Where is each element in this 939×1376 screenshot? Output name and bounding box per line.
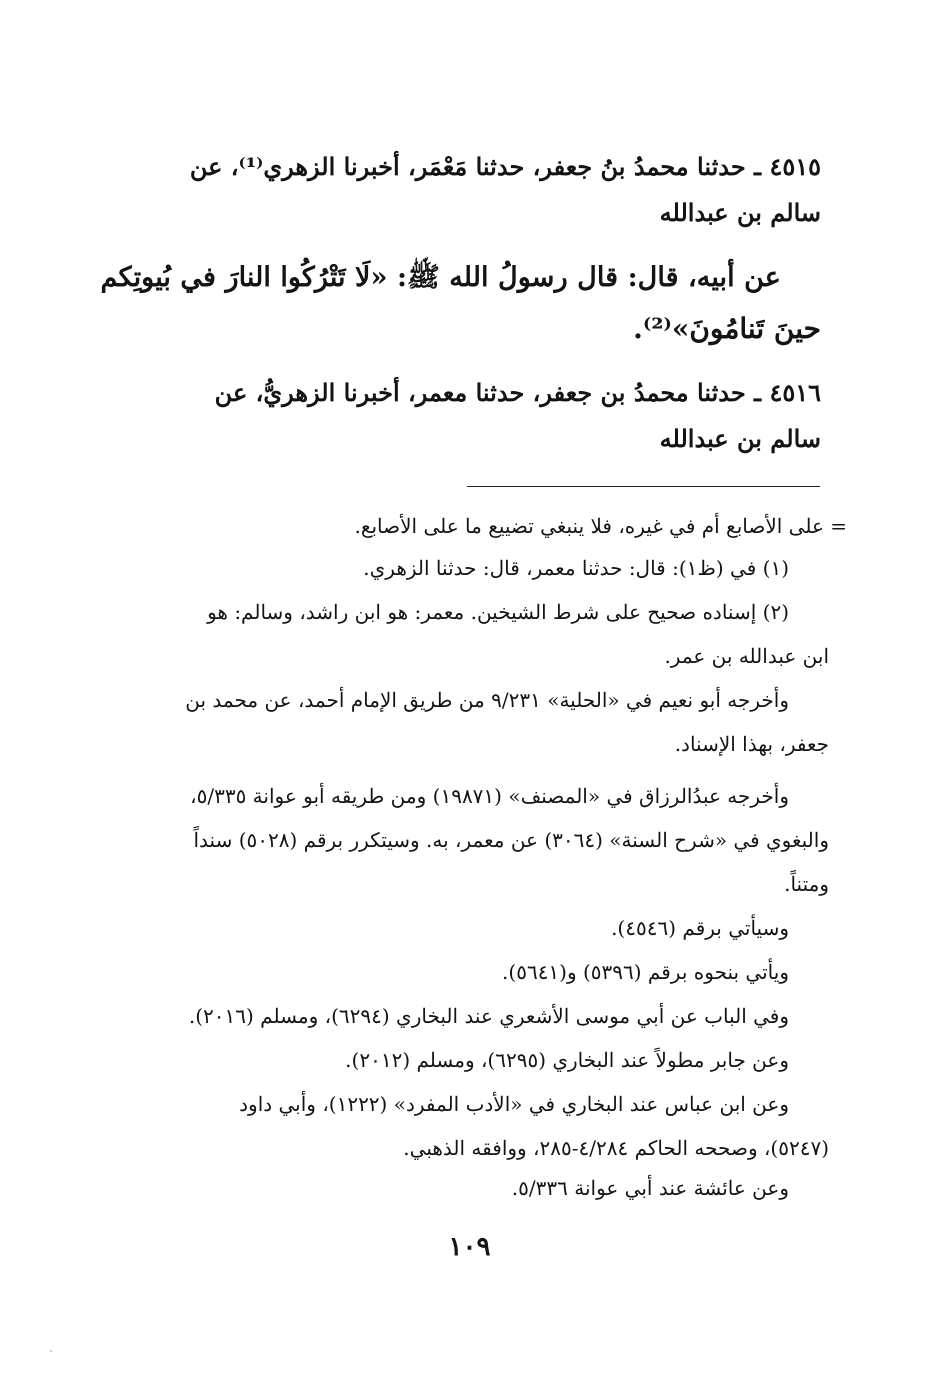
footnote-2-line: وأخرجه أبو نعيم في «الحلية» ٩/٢٣١ من طريق الإمام أحمد، عن محمد بن	[185, 688, 789, 712]
matn-4515-line-1: عن أبيه، قال: قال رسولُ الله ﷺ: «لَا تَتْرُكُوا النارَ في بُيوتِكم	[100, 261, 781, 293]
matn-4515	[100, 260, 821, 360]
hadith-4515	[116, 152, 821, 242]
hadith-4516	[116, 378, 821, 468]
footnote-2-line: وفي الباب عن أبي موسى الأشعري عند البخاري (٦٢٩٤)، ومسلم (٢٠١٦).	[188, 1004, 789, 1028]
footnote-2-line: وعن ابن عباس عند البخاري في «الأدب المفرد» (١٢٢٢)، وأبي داود	[239, 1092, 789, 1116]
footnote-2-line: وعن عائشة عند أبي عوانة ٥/٣٣٦.	[511, 1176, 789, 1200]
matn-4515-line-2: حينَ تَنامُونَ»⁽²⁾.	[633, 312, 821, 345]
footnote-1: (١) في (ظ١): قال: حدثنا معمر، قال: حدثنا الزهري.	[363, 556, 789, 580]
scan-speck	[50, 1350, 52, 1352]
footnote-continued: = على الأصابع أم في غيره، فلا ينبغي تضييع ما على الأصابع.	[354, 514, 847, 538]
footnote-2-line: وأخرجه عبدُالرزاق في «المصنف» (١٩٨٧١) ومن طريقه أبو عوانة ٥/٣٣٥،	[190, 784, 789, 808]
page-number: ١٠٩	[448, 1232, 491, 1262]
footnote-2-line: والبغوي في «شرح السنة» (٣٠٦٤) عن معمر، به. وسيتكرر برقم (٥٠٢٨) سنداً	[193, 828, 829, 852]
footnote-2-line: جعفر، بهذا الإسناد.	[674, 732, 829, 756]
footnote-2-line: (٥٢٤٧)، وصححه الحاكم ٤/٢٨٤-٢٨٥، ووافقه الذهبي.	[403, 1136, 829, 1160]
footnote-2-line: ابن عبدالله بن عمر.	[664, 644, 829, 668]
hadith-4515-line-1: ٤٥١٥ ـ حدثنا محمدُ بنُ جعفر، حدثنا مَعْمَر، أخبرنا الزهري⁽¹⁾، عن	[189, 152, 821, 181]
footnote-2-line: وعن جابر مطولاً عند البخاري (٦٢٩٥)، ومسلم (٢٠١٢).	[345, 1048, 789, 1072]
footnote-2-line: ومتناً.	[784, 872, 829, 896]
hadith-4516-line-2: سالم بن عبدالله	[659, 424, 821, 453]
footnote-2-line: ويأتي بنحوه برقم (٥٣٩٦) و(٥٦٤١).	[502, 960, 789, 984]
hadith-4516-line-1: ٤٥١٦ ـ حدثنا محمدُ بن جعفر، حدثنا معمر، أخبرنا الزهريُّ، عن	[214, 378, 821, 407]
footnote-2-line: (٢) إسناده صحيح على شرط الشيخين. معمر: هو ابن راشد، وسالم: هو	[207, 600, 789, 624]
footnote-2-line: وسيأتي برقم (٤٥٤٦).	[611, 916, 789, 940]
footnote-separator	[467, 486, 820, 487]
hadith-4515-line-2: سالم بن عبدالله	[659, 198, 821, 227]
